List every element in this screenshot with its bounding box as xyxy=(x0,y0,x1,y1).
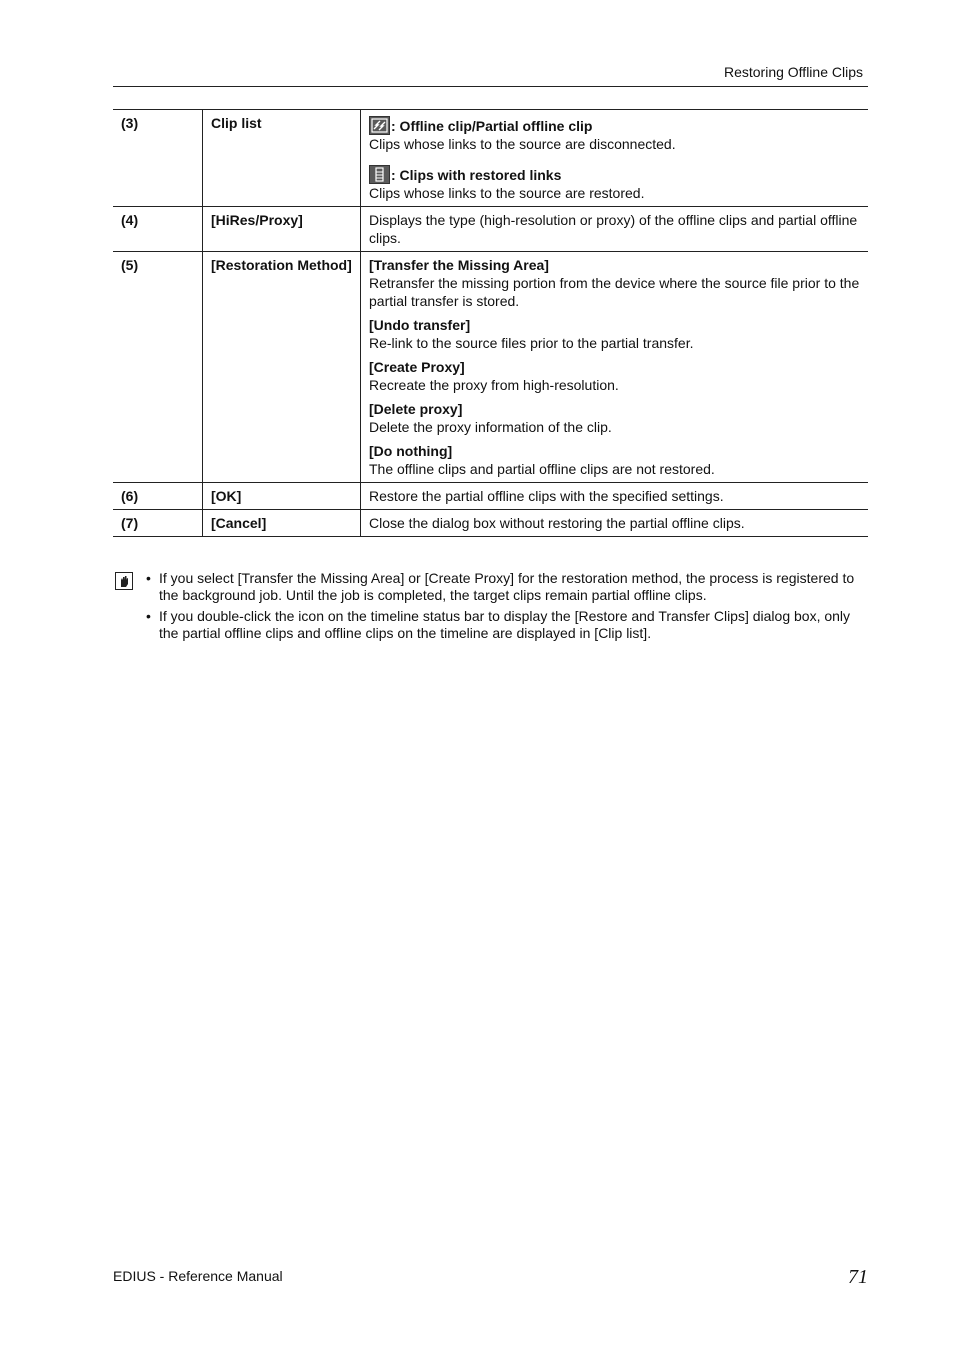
row-number: (7) xyxy=(113,510,203,537)
table-row xyxy=(113,510,868,537)
note-item: • If you double-click the icon on the timeline status bar to display the [Restore and Transfer Clips] dialog box, only the partial offline clips and offline clips on the timeline are displayed in [Clip list]. xyxy=(159,608,868,642)
option-text: Recreate the proxy from high-resolution. xyxy=(369,377,619,393)
row-item-name: [Cancel] xyxy=(203,510,361,537)
row-item-name: [Restoration Method] xyxy=(203,252,361,483)
offline-clip-text: Clips whose links to the source are disconnected. xyxy=(369,136,676,152)
row-description: Close the dialog box without restoring the partial offline clips. xyxy=(361,510,869,537)
reference-table xyxy=(113,109,868,537)
note-item: • If you select [Transfer the Missing Area] or [Create Proxy] for the restoration method, the process is registered to the background job. Until the job is completed, the target clips remain partial offline clips. xyxy=(159,570,868,604)
option-title: [Create Proxy] xyxy=(369,359,465,375)
option-title: [Undo transfer] xyxy=(369,317,471,333)
option-title: [Do nothing] xyxy=(369,443,453,459)
option-text: Retransfer the missing portion from the device where the source file prior to the partial transfer is stored. xyxy=(369,275,860,309)
option-title: [Transfer the Missing Area] xyxy=(369,257,549,273)
table-row xyxy=(113,110,868,207)
restored-clip-text: Clips whose links to the source are restored. xyxy=(369,185,645,201)
table-row xyxy=(113,207,868,252)
row-number: (4) xyxy=(113,207,203,252)
row-number: (6) xyxy=(113,483,203,510)
option-block xyxy=(369,400,862,436)
row-item-name: [HiRes/Proxy] xyxy=(203,207,361,252)
row-description: Displays the type (high-resolution or proxy) of the offline clips and partial offline clips. xyxy=(361,207,869,252)
option-block xyxy=(369,316,862,352)
note-section xyxy=(113,570,868,646)
option-text: The offline clips and partial offline clips are not restored. xyxy=(369,461,715,477)
option-block xyxy=(369,256,862,310)
option-block xyxy=(369,442,862,478)
table-row xyxy=(113,483,868,510)
row-description xyxy=(361,252,869,483)
option-title: [Delete proxy] xyxy=(369,401,463,417)
row-number: (3) xyxy=(113,110,203,207)
row-description xyxy=(361,110,869,207)
option-text: Re-link to the source files prior to the partial transfer. xyxy=(369,335,694,351)
restored-clip-label: : Clips with restored links xyxy=(391,167,562,183)
row-item-name: [OK] xyxy=(203,483,361,510)
page-number: 71 xyxy=(848,1266,868,1288)
note-hand-icon xyxy=(115,572,133,590)
row-number: (5) xyxy=(113,252,203,483)
option-block xyxy=(369,358,862,394)
footer-manual-title: EDIUS - Reference Manual xyxy=(113,1268,283,1284)
note-list xyxy=(113,570,868,642)
row-item-name: Clip list xyxy=(203,110,361,207)
row-description: Restore the partial offline clips with the specified settings. xyxy=(361,483,869,510)
offline-clip-label: : Offline clip/Partial offline clip xyxy=(391,118,593,134)
table-row xyxy=(113,252,868,483)
header-rule xyxy=(113,86,868,87)
offline-clip-icon xyxy=(369,116,390,135)
restored-clip-icon xyxy=(369,165,390,184)
option-text: Delete the proxy information of the clip. xyxy=(369,419,612,435)
page-header-title: Restoring Offline Clips xyxy=(723,64,863,80)
